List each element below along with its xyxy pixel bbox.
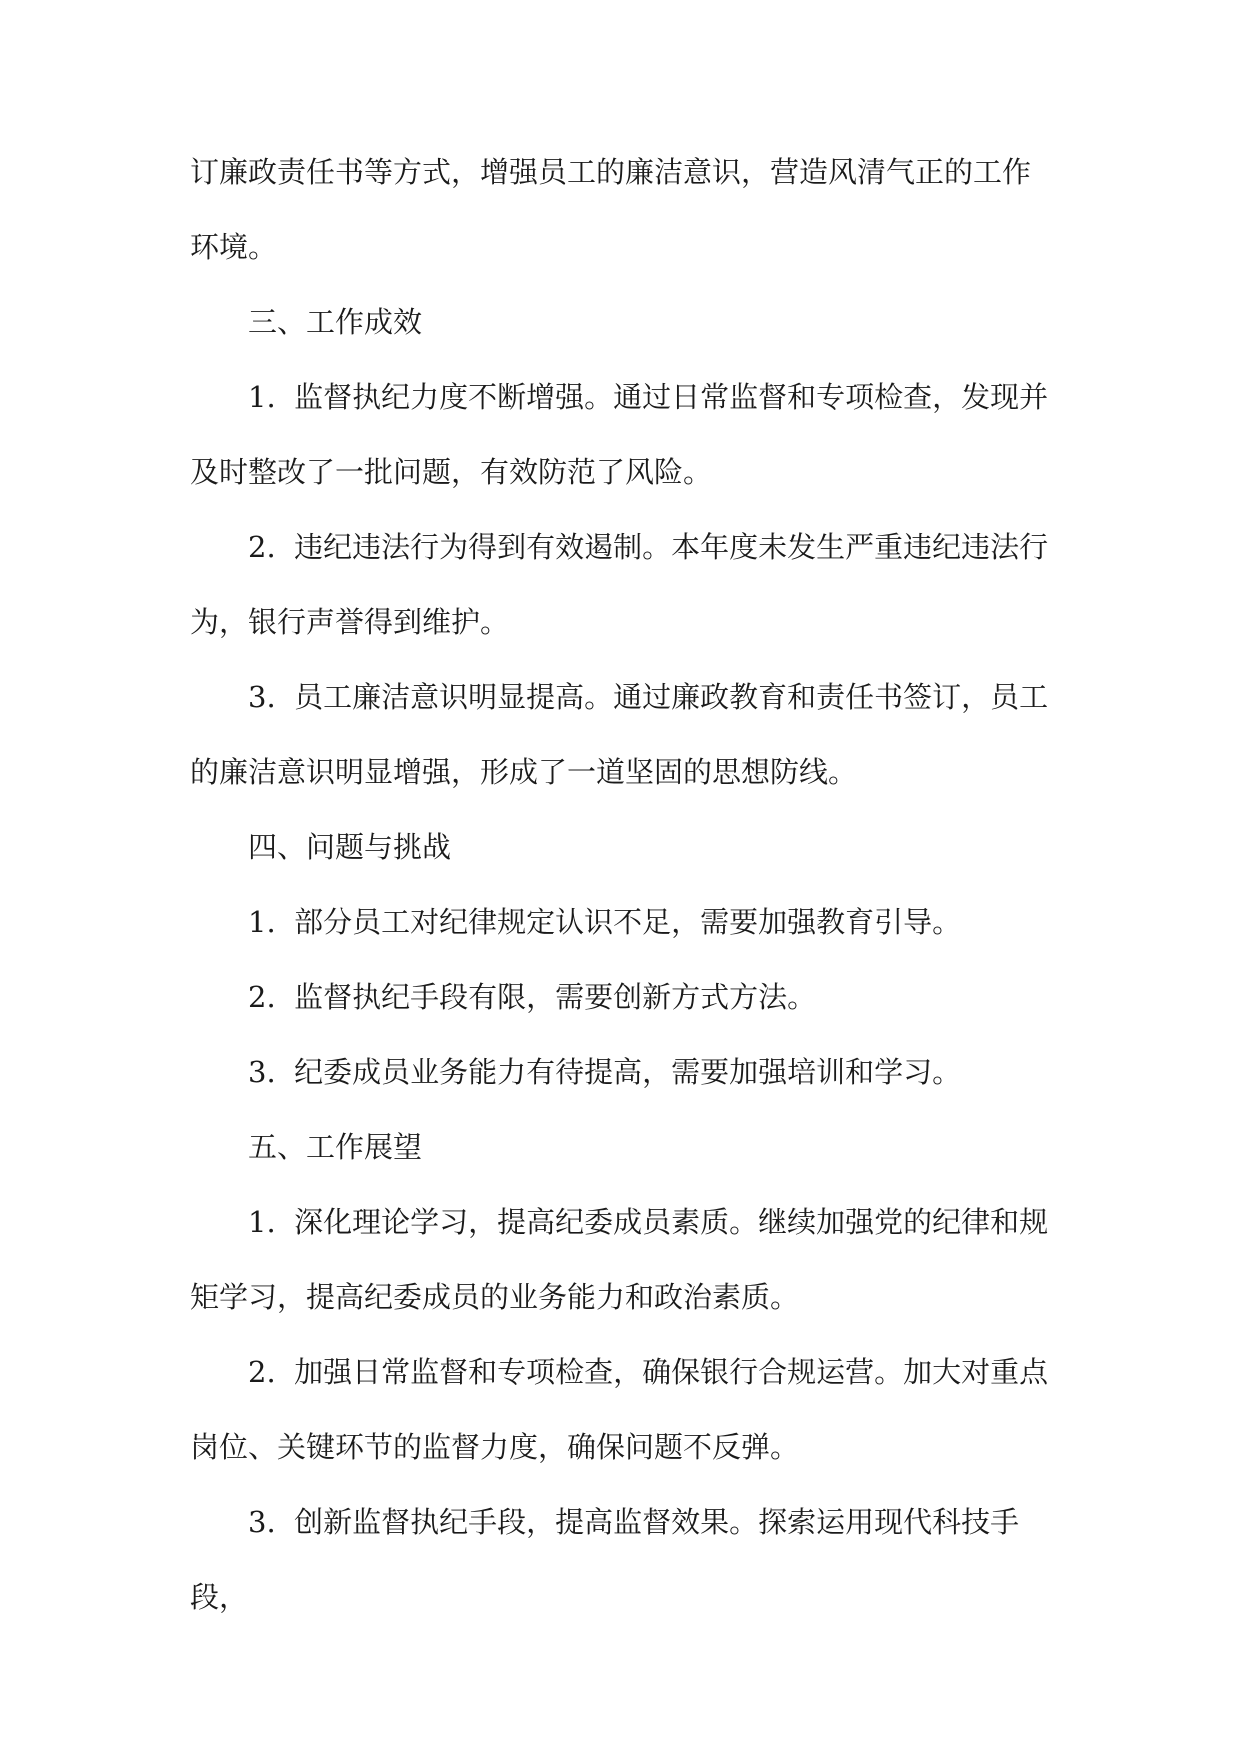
problems-item-3: 3. 纪委成员业务能力有待提高，需要加强培训和学习。	[248, 1055, 962, 1089]
results-item-2: 2. 违纪违法行为得到有效遏制。本年度未发生严重违纪违法行为，银行声誉得到维护。	[190, 530, 1049, 639]
section-heading-results: 三、工作成效	[248, 305, 423, 339]
problems-item-2: 2. 监督执纪手段有限，需要创新方式方法。	[248, 980, 817, 1014]
outlook-item-1: 1. 深化理论学习，提高纪委成员素质。继续加强党的纪律和规矩学习，提高纪委成员的业务能力和政治素质。	[190, 1205, 1049, 1314]
results-item-3: 3. 员工廉洁意识明显提高。通过廉政教育和责任书签订，员工的廉洁意识明显增强，形成了一道坚固的思想防线。	[190, 680, 1049, 789]
section-heading-outlook: 五、工作展望	[248, 1130, 423, 1164]
section-heading-problems: 四、问题与挑战	[248, 830, 452, 864]
paragraph-continued: 订廉政责任书等方式，增强员工的廉洁意识，营造风清气正的工作环境。	[190, 155, 1032, 264]
outlook-item-3: 3. 创新监督执纪手段，提高监督效果。探索运用现代科技手段，	[190, 1505, 1020, 1614]
document-body	[190, 135, 1052, 1635]
outlook-item-2: 2. 加强日常监督和专项检查，确保银行合规运营。加大对重点岗位、关键环节的监督力度，确保问题不反弹。	[190, 1355, 1049, 1464]
results-item-1: 1. 监督执纪力度不断增强。通过日常监督和专项检查，发现并及时整改了一批问题，有效防范了风险。	[190, 380, 1049, 489]
problems-item-1: 1. 部分员工对纪律规定认识不足，需要加强教育引导。	[248, 905, 962, 939]
